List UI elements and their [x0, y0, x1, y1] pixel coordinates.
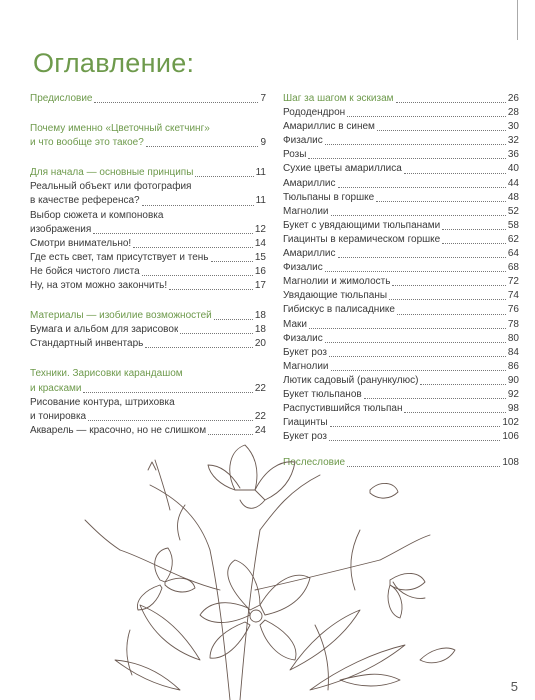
- toc-entry-page: 36: [507, 149, 519, 161]
- dot-leader: [420, 384, 505, 385]
- toc-entry[interactable]: [283, 148, 519, 162]
- toc-entry-page: 44: [507, 177, 519, 189]
- dot-leader: [331, 370, 506, 371]
- dot-leader: [396, 102, 506, 103]
- toc-entry[interactable]: [283, 233, 519, 247]
- toc-entry-label: Бумага и альбом для зарисовок: [30, 324, 179, 336]
- dot-leader: [397, 314, 506, 315]
- dot-leader: [309, 328, 506, 329]
- toc-entry-page: 102: [502, 417, 519, 429]
- dot-leader: [169, 289, 253, 290]
- dot-leader: [325, 144, 506, 145]
- toc-entry[interactable]: [283, 247, 519, 261]
- toc-entry[interactable]: [283, 191, 519, 205]
- toc-entry-page: 98: [507, 403, 519, 415]
- toc-entry[interactable]: [283, 332, 519, 346]
- toc-entry-label: Магнолии: [283, 205, 329, 217]
- toc-entry[interactable]: [283, 205, 519, 219]
- toc-entry-label: Смотри внимательно!: [30, 237, 132, 249]
- toc-section-basics: [30, 166, 266, 293]
- toc-entry[interactable]: [283, 374, 519, 388]
- toc-entry-page: 86: [507, 360, 519, 372]
- toc-entry-page: 22: [254, 382, 266, 394]
- dot-leader: [145, 347, 253, 348]
- toc-entry-label: Букет роз: [283, 346, 328, 358]
- dot-leader: [377, 130, 506, 131]
- toc-entry-label: Розы: [283, 149, 307, 161]
- toc-entry[interactable]: [283, 346, 519, 360]
- toc-entry-label: Шаг за шагом к эскизам: [283, 93, 394, 104]
- toc-entry-page: 108: [502, 457, 519, 469]
- toc-entry[interactable]: [30, 337, 266, 351]
- toc-entry[interactable]: [283, 318, 519, 332]
- dot-leader: [389, 299, 506, 300]
- toc-entry-label: Амариллис: [283, 248, 336, 260]
- dot-leader: [94, 102, 258, 103]
- toc-entry-page: 20: [254, 338, 266, 350]
- toc-entry-label: Почему именно «Цветочный скетчинг»: [30, 123, 210, 135]
- dot-leader: [308, 158, 505, 159]
- toc-section-preface: [30, 92, 266, 106]
- toc-entry-page: 74: [507, 290, 519, 302]
- toc-list: [283, 106, 519, 444]
- toc-entry-label: и красками: [30, 382, 82, 394]
- dot-leader: [404, 412, 505, 413]
- page-number: 5: [510, 679, 518, 694]
- toc-entry-page: 9: [260, 137, 266, 149]
- toc-entry[interactable]: [283, 120, 519, 134]
- toc-entry-page: 68: [507, 262, 519, 274]
- toc-entry-page: 22: [254, 410, 266, 422]
- toc-heading[interactable]: [30, 166, 266, 180]
- toc-entry-label: Ну, на этом можно закончить!: [30, 280, 168, 292]
- toc-entry-label: Где есть свет, там присутствует и тень: [30, 251, 209, 263]
- toc-entry-page: 28: [507, 107, 519, 119]
- toc-entry-page: 84: [507, 346, 519, 358]
- toc-entry-label: Амариллис в синем: [283, 121, 375, 133]
- toc-entry-page: 52: [507, 205, 519, 217]
- dot-leader: [325, 271, 506, 272]
- dot-leader: [142, 205, 254, 206]
- toc-entry-label: Распустившийся тюльпан: [283, 403, 403, 415]
- toc-entry-label: Выбор сюжета и компоновка: [30, 209, 164, 221]
- toc-entry-page: 80: [507, 332, 519, 344]
- toc-section-materials: [30, 309, 266, 351]
- toc-entry-label: Реальный объект или фотография: [30, 181, 192, 193]
- toc-entry[interactable]: [283, 162, 519, 176]
- toc-entry-page: 64: [507, 248, 519, 260]
- toc-entry-label: Букет с увядающими тюльпанами: [283, 219, 441, 231]
- toc-entry[interactable]: [30, 92, 266, 106]
- toc-entry-label: Стандартный инвентарь: [30, 338, 144, 350]
- toc-entry[interactable]: [283, 303, 519, 317]
- dot-leader: [338, 187, 506, 188]
- toc-entry-label: Техники. Зарисовки карандашом: [30, 368, 183, 380]
- toc-section-techniques: [30, 367, 266, 437]
- dot-leader: [404, 173, 506, 174]
- page-title: Оглавление:: [33, 48, 195, 78]
- toc-entry-label: Увядающие тюльпаны: [283, 290, 388, 302]
- toc-entry-label: и тонировка: [30, 410, 87, 422]
- toc-entry-label: Маки: [283, 318, 307, 330]
- toc-entry-page: 72: [507, 276, 519, 288]
- toc-entry-page: 32: [507, 135, 519, 147]
- toc-entry-label: Физалис: [283, 135, 323, 147]
- toc-entry[interactable]: [283, 134, 519, 148]
- toc-entry[interactable]: [30, 323, 266, 337]
- toc-entry-label: и что вообще это такое?: [30, 137, 144, 149]
- toc-entry-label: Сухие цветы амариллиса: [283, 163, 402, 175]
- toc-entry-page: 18: [254, 310, 266, 322]
- toc-entry-page: 106: [502, 431, 519, 443]
- dot-leader: [329, 356, 506, 357]
- toc-entry-label: Физалис: [283, 262, 323, 274]
- toc-entry-page: 17: [254, 280, 266, 292]
- toc-entry-page: 58: [507, 219, 519, 231]
- toc-entry-label: Букет роз: [283, 431, 328, 443]
- toc-entry-label: Физалис: [283, 332, 323, 344]
- flower-sketch-illustration: [60, 430, 480, 700]
- toc-entry-label: Гиацинты в керамическом горшке: [283, 233, 441, 245]
- toc-entry-page: 11: [255, 195, 266, 207]
- toc-entry[interactable]: [283, 177, 519, 191]
- dot-leader: [93, 233, 253, 234]
- toc-entry[interactable]: [283, 416, 519, 430]
- toc-left-column: [30, 92, 266, 446]
- toc-entry[interactable]: [283, 106, 519, 120]
- toc-entry-label: Магнолии и жимолость: [283, 276, 391, 288]
- dot-leader: [392, 285, 505, 286]
- toc-entry[interactable]: [30, 194, 266, 208]
- toc-entry-label: Амариллис: [283, 177, 336, 189]
- dot-leader: [88, 420, 253, 421]
- toc-entry-page: 48: [507, 191, 519, 203]
- toc-entry[interactable]: [30, 237, 266, 251]
- toc-entry[interactable]: [30, 136, 266, 150]
- dot-leader: [83, 392, 252, 393]
- dot-leader: [331, 215, 506, 216]
- dot-leader: [195, 176, 253, 177]
- toc-heading[interactable]: [283, 92, 519, 106]
- toc-entry-label: Для начала — основные принципы: [30, 167, 194, 179]
- toc-entry-label: Послесловие: [283, 457, 346, 469]
- toc-heading[interactable]: [30, 309, 266, 323]
- toc-entry[interactable]: [30, 279, 266, 293]
- toc-entry-page: 76: [507, 304, 519, 316]
- toc-entry-page: 90: [507, 374, 519, 386]
- dot-leader: [211, 261, 253, 262]
- toc-entry-label: Предисловие: [30, 93, 93, 104]
- dot-leader: [338, 257, 506, 258]
- toc-right-column: [283, 92, 519, 470]
- dot-leader: [376, 201, 506, 202]
- toc-entry[interactable]: [283, 219, 519, 233]
- dot-leader: [442, 243, 506, 244]
- toc-entry-page: 78: [507, 318, 519, 330]
- toc-heading[interactable]: [30, 382, 266, 396]
- toc-entry-page: 7: [260, 93, 266, 104]
- toc-entry[interactable]: [283, 261, 519, 275]
- toc-entry[interactable]: [283, 275, 519, 289]
- dot-leader: [347, 116, 506, 117]
- toc-entry-label: Рисование контура, штриховка: [30, 396, 175, 408]
- dot-leader: [133, 247, 253, 248]
- dot-leader: [325, 342, 506, 343]
- toc-entry-page: 11: [255, 167, 266, 179]
- toc-entry[interactable]: [30, 265, 266, 279]
- toc-entry-label: Магнолии: [283, 360, 329, 372]
- toc-entry[interactable]: [30, 223, 266, 237]
- toc-entry[interactable]: [30, 410, 266, 424]
- crop-mark: [517, 0, 518, 40]
- dot-leader: [364, 398, 506, 399]
- toc-entry-page: 15: [254, 251, 266, 263]
- toc-entry[interactable]: [283, 402, 519, 416]
- toc-entry-page: 40: [507, 163, 519, 175]
- toc-entry[interactable]: [283, 360, 519, 374]
- toc-entry[interactable]: [30, 251, 266, 265]
- toc-entry-label: Рододендрон: [283, 107, 346, 119]
- dot-leader: [146, 146, 259, 147]
- dot-leader: [142, 275, 253, 276]
- toc-entry-label: Гиацинты: [283, 417, 328, 429]
- toc-entry-label: Материалы — изобилие возможностей: [30, 310, 212, 322]
- toc-entry-page: 26: [507, 93, 519, 104]
- toc-entry-label: Гибискус в палисаднике: [283, 304, 395, 316]
- toc-entry-page: 18: [254, 324, 266, 336]
- toc-entry-page: 14: [254, 237, 266, 249]
- toc-entry-page: 92: [507, 388, 519, 400]
- toc-entry-page: 30: [507, 121, 519, 133]
- toc-entry-label: в качестве референса?: [30, 195, 140, 207]
- toc-entry-label: Тюльпаны в горшке: [283, 191, 375, 203]
- toc-entry-page: 12: [254, 223, 266, 235]
- toc-section-why: [30, 122, 266, 150]
- toc-entry[interactable]: [283, 388, 519, 402]
- toc-entry[interactable]: [283, 289, 519, 303]
- toc-entry-label: Букет тюльпанов: [283, 388, 362, 400]
- toc-entry-page: 62: [507, 233, 519, 245]
- toc-entry-label: Не бойся чистого листа: [30, 265, 140, 277]
- dot-leader: [442, 229, 506, 230]
- dot-leader: [330, 426, 501, 427]
- dot-leader: [180, 333, 253, 334]
- toc-entry-label: Лютик садовый (ранункулюс): [283, 374, 419, 386]
- toc-entry-label: изображения: [30, 223, 92, 235]
- dot-leader: [214, 319, 253, 320]
- toc-entry-page: 24: [254, 424, 266, 436]
- toc-entry-label: Акварель — красочно, но не слишком: [30, 424, 207, 436]
- toc-entry-page: 16: [254, 265, 266, 277]
